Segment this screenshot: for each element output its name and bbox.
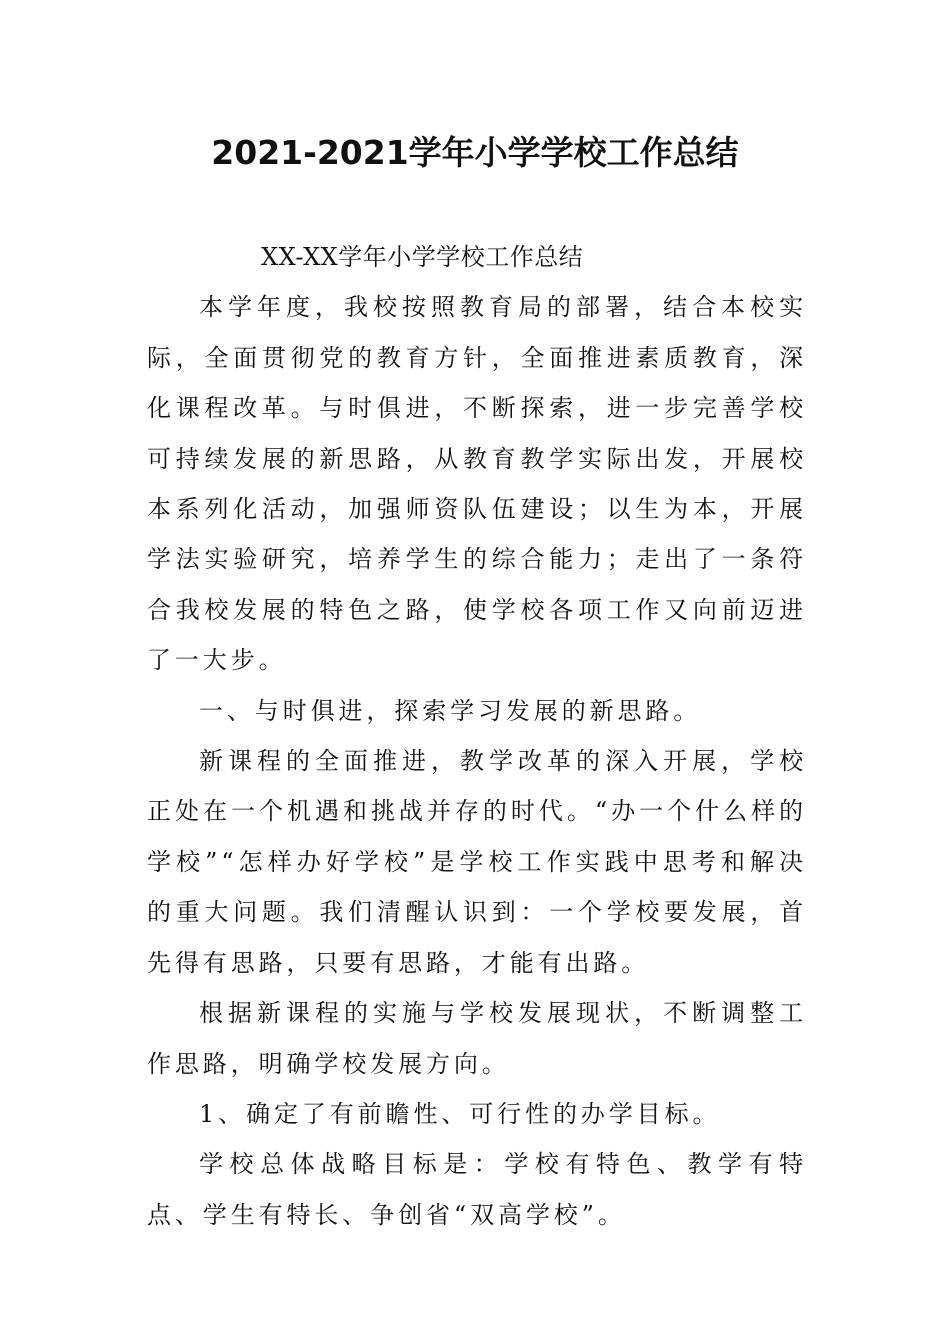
paragraph-adjust-thinking: 根据新课程的实施与学校发展现状，不断调整工作思路，明确学校发展方向。 <box>147 999 807 1078</box>
section-heading-1: 一、与时俱进，探索学习发展的新思路。 <box>199 696 702 725</box>
subsection-heading-1: 1、确定了有前瞻性、可行性的办学目标。 <box>199 1099 721 1128</box>
document-body <box>147 232 807 1240</box>
document-title: 2021-2021学年小学学校工作总结 <box>211 133 739 172</box>
paragraph-intro: 本学年度，我校按照教育局的部署，结合本校实际，全面贯彻党的教育方针，全面推进素质教育，深化课程改革。与时俱进，不断探索，进一步完善学校可持续发展的新思路，从教育教学实际出发，开展校本系列化活动，加强师资队伍建设；以生为本，开展学法实验研究，培养学生的综合能力；走出了一条符合我校发展的特色之路，使学校各项工作又向前迈进了一大步。 <box>147 293 807 675</box>
paragraph-new-curriculum: 新课程的全面推进，教学改革的深入开展，学校正处在一个机遇和挑战并存的时代。“办一个什么样的学校”“怎样办好学校”是学校工作实践中思考和解决的重大问题。我们清醒认识到：一个学校要发展，首先得有思路，只要有思路，才能有出路。 <box>147 747 807 977</box>
paragraph-strategic-goal: 学校总体战略目标是：学校有特色、教学有特点、学生有特长、争创省“双高学校”。 <box>147 1150 807 1229</box>
document-subtitle: XX-XX学年小学学校工作总结 <box>261 243 584 271</box>
